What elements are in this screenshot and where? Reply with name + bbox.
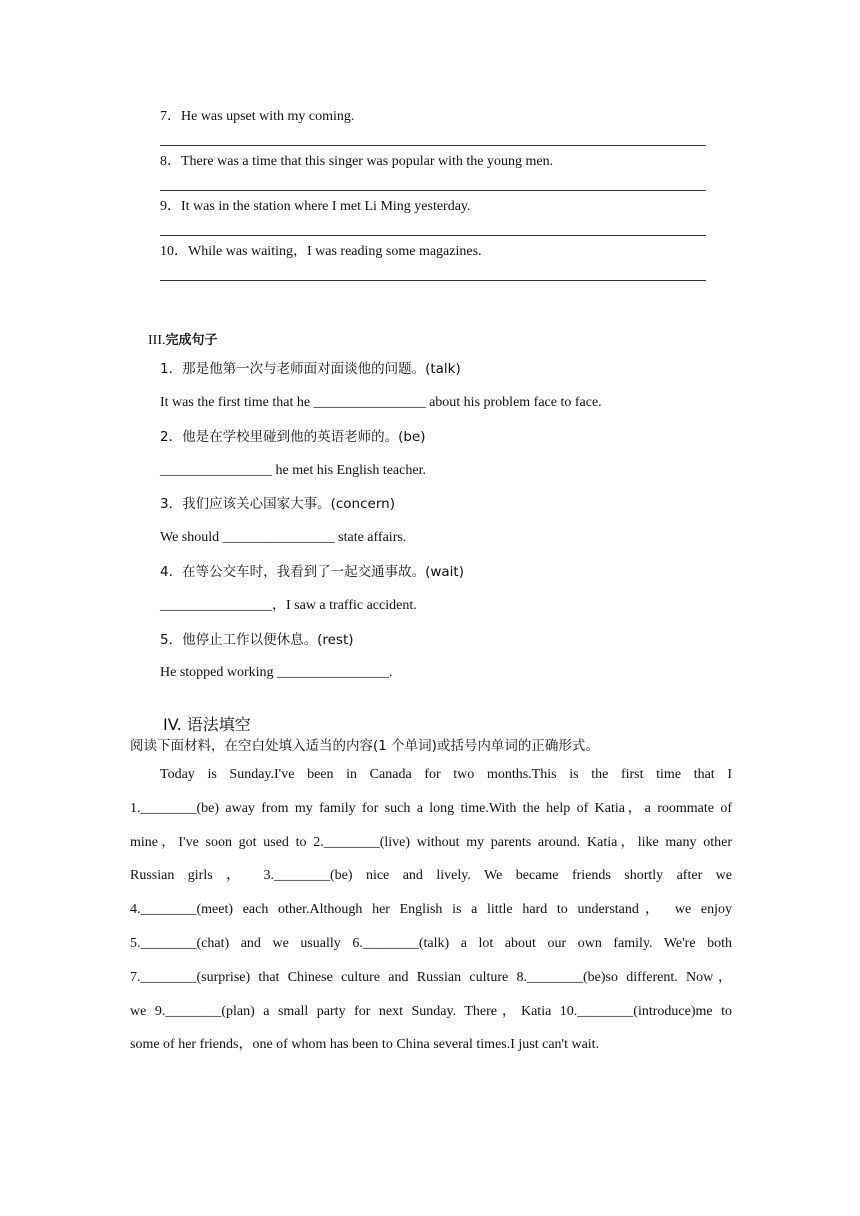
completion-prompt-3: 3．我们应该关心国家大事。(concern)	[160, 496, 395, 512]
completion-prompt-1: 1．那是他第一次与老师面对面谈他的问题。(talk)	[160, 361, 461, 377]
passage-line: 1.________(be) away from my family for such a long time.With the help of Katia，a roommate of	[130, 800, 732, 816]
completion-sentence-5: He stopped working ________________.	[160, 665, 393, 680]
passage-line: some of her friends，one of whom has been to China several times.I just can't wait.	[130, 1037, 600, 1053]
completion-sentence-1: It was the first time that he ________________ about his problem face to face.	[160, 395, 602, 410]
completion-prompt-5: 5．他停止工作以便休息。(rest)	[160, 632, 354, 648]
passage-line: 4.________(meet) each other.Although her English is a little hard to understand， we enjoy	[130, 902, 732, 918]
exercise-item-9: 9．It was in the station where I met Li Ming yesterday.	[160, 199, 471, 214]
section-3-heading	[148, 332, 218, 350]
passage-line: mine，I've soon got used to 2.________(live) without my parents around. Katia，like many other	[130, 834, 732, 850]
answer-line-10	[160, 280, 706, 281]
completion-sentence-4: ________________，I saw a traffic accident.	[160, 598, 417, 613]
answer-line-9	[160, 235, 706, 236]
answer-line-8	[160, 190, 706, 191]
passage-line: we 9.________(plan) a small party for next Sunday. There，Katia 10.________(introduce)me to	[130, 1003, 732, 1019]
section-4-instruction: 阅读下面材料，在空白处填入适当的内容(1 个单词)或括号内单词的正确形式。	[130, 738, 599, 754]
section-3-number: III.	[148, 333, 166, 348]
passage-line: 5.________(chat) and we usually 6.________(talk) a lot about our own family. We're both	[130, 935, 732, 951]
exercise-item-10: 10．While was waiting，I was reading some magazines.	[160, 244, 482, 259]
passage-line: 7.________(surprise) that Chinese culture and Russian culture 8.________(be)so different. Now，	[130, 969, 732, 985]
exercise-item-7: 7．He was upset with my coming.	[160, 109, 355, 124]
passage-line: Russian girls ， 3.________(be) nice and lively. We became friends shortly after we	[130, 868, 732, 884]
answer-line-7	[160, 145, 706, 146]
completion-sentence-3: We should ________________ state affairs.	[160, 530, 407, 545]
completion-prompt-2: 2．他是在学校里碰到他的英语老师的。(be)	[160, 429, 426, 445]
cloze-passage	[130, 758, 732, 1062]
section-4-heading: IV. 语法填空	[163, 715, 251, 734]
passage-line: Today is Sunday.I've been in Canada for two months.This is the first time that I	[160, 767, 732, 782]
exercise-item-8: 8．There was a time that this singer was popular with the young men.	[160, 154, 554, 169]
section-3-title: 完成句子	[165, 333, 218, 348]
completion-sentence-2: ________________ he met his English teacher.	[160, 463, 426, 478]
completion-prompt-4: 4．在等公交车时，我看到了一起交通事故。(wait)	[160, 564, 464, 580]
